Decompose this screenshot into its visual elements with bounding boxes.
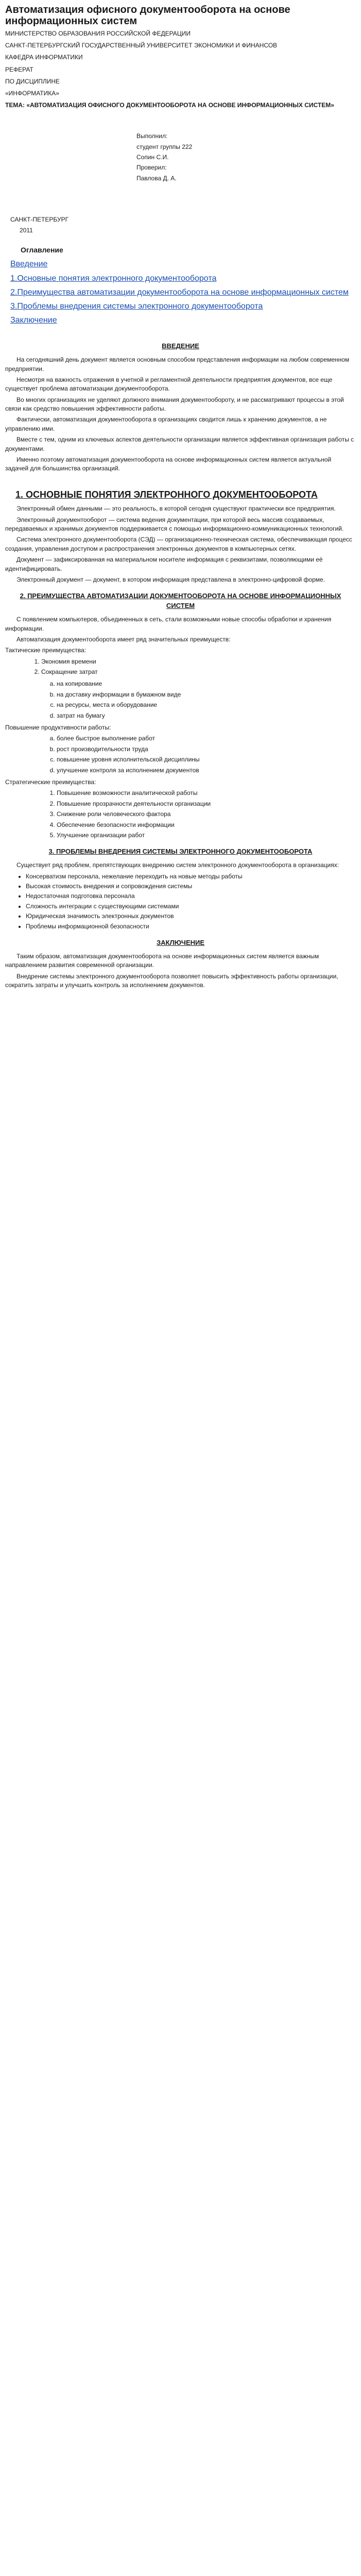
signature-line: Сопин С.И. [136,154,169,161]
paragraph: Внедрение системы электронного документооборота позволяет повысить эффективность работы организации, сократить затраты и улучшить контроль за исполнением документов. [5,972,338,989]
section-heading: 1. ОСНОВНЫЕ ПОНЯТИЯ ЭЛЕКТРОННОГО ДОКУМЕНТООБОРОТА [15,489,318,500]
section-conclusion [5,938,356,990]
list-item: 1. Экономия времени [41,657,356,666]
tactical-list [41,657,356,677]
section-heading: 2. ПРЕИМУЩЕСТВА АВТОМАТИЗАЦИИ ДОКУМЕНТООБОРОТА НА ОСНОВЕ ИНФОРМАЦИОННЫХ СИСТЕМ [20,592,341,610]
signature-line: Павлова Д. А. [136,174,177,182]
toc-link-section-1[interactable]: 1.Основные понятия электронного документооборота [10,274,217,283]
toc-link-conclusion[interactable]: Заключение [10,316,57,325]
paragraph: Электронный документ — документ, в котором информация представлена в электронно-цифровой форме. [16,576,325,584]
list-item: 4. Обеспечение безопасности информации [57,821,356,829]
paragraph: На сегодняшний день документ является основным способом представления информации на любом современном предприятии. [5,356,350,372]
cover-line: КАФЕДРА ИНФОРМАТИКИ [5,54,83,61]
strategic-list [57,789,356,840]
cover-line: ПО ДИСЦИПЛИНЕ [5,77,60,85]
list-item: • Недостаточная подготовка персонала [26,892,356,901]
signature-line: студент группы 222 [136,143,193,150]
paragraph: Электронный обмен данными — это реальность, в которой сегодня существуют практически все предприятия. [16,505,336,513]
cost-list [57,680,356,720]
list-item: c. на ресурсы, места и оборудование [57,701,356,709]
list-item: • Юридическая значимость электронных документов [26,912,356,921]
paragraph: Электронный документооборот — система ведения документации, при которой весь массив создаваемых, передаваемых и хранимых документов поддерживается с помощью информационно-коммуникационных технологий. [5,516,344,533]
section-heading: ЗАКЛЮЧЕНИЕ [156,938,205,946]
list-item: • Проблемы информационной безопасности [26,922,356,931]
list-item: b. рост производительности труда [57,745,356,754]
toc-title: Оглавление [21,246,63,255]
list-item: d. улучшение контроля за исполнением документов [57,766,356,775]
signature-line: Выполнил: [136,132,168,140]
cover-line: САНКТ-ПЕТЕРБУРГСКИЙ ГОСУДАРСТВЕННЫЙ УНИВЕРСИТЕТ ЭКОНОМИКИ И ФИНАНСОВ [5,42,278,49]
list-item: d. затрат на бумагу [57,711,356,720]
list-item: 3. Снижение роли человеческого фактора [57,810,356,819]
cover-page [5,29,356,235]
list-title: Тактические преимущества: [5,647,87,654]
list-item: 5. Улучшение организации работ [57,831,356,840]
list-item: • Высокая стоимость внедрения и сопровождения системы [26,882,356,891]
page-title: Автоматизация офисного документооборота на основе информационных систем [5,4,290,27]
paragraph: Именно поэтому автоматизация документооборота на основе информационных систем является актуальной задачей для большинства организаций. [5,456,332,472]
benefits-list [57,734,356,775]
section-heading: ВВЕДЕНИЕ [162,342,199,350]
list-item: a. на копирование [57,680,356,688]
list-item: 2. Повышение прозрачности деятельности организации [57,800,356,808]
list-item: a. более быстрое выполнение работ [57,734,356,743]
paragraph: Документ — зафиксированная на материальном носителе информация с реквизитами, позволяющими её идентифицировать. [5,556,323,572]
section-2 [5,591,356,840]
toc-link-section-2[interactable]: 2.Преимущества автоматизации документооборота на основе информационных систем [10,287,349,297]
cover-line: «ИНФОРМАТИКА» [5,89,59,97]
paragraph: Фактически, автоматизация документооборота в организациях сводится лишь к хранению документов, а не управлению ими. [5,416,327,432]
section-heading: 3. ПРОБЛЕМЫ ВНЕДРЕНИЯ СИСТЕМЫ ЭЛЕКТРОННОГО ДОКУМЕНТООБОРОТА [48,848,313,856]
year: 2011 [20,226,33,234]
section-1 [5,489,356,585]
cover-topic: ТЕМА: «АВТОМАТИЗАЦИЯ ОФИСНОГО ДОКУМЕНТООБОРОТА НА ОСНОВЕ ИНФОРМАЦИОННЫХ СИСТЕМ» [5,101,334,109]
list-title: Повышение продуктивности работы: [5,724,111,732]
city: САНКТ-ПЕТЕРБУРГ [10,216,69,224]
paragraph: Таким образом, автоматизация документооборота на основе информационных систем является важным направлением развития современной организации. [5,952,319,969]
list-item: 2. Сокращение затрат [41,668,356,676]
section-intro [5,342,356,473]
list-item: 1. Повышение возможности аналитической работы [57,789,356,798]
problems-list [26,872,356,931]
list-title: Стратегические преимущества: [5,778,96,786]
list-item: b. на доставку информации в бумажном виде [57,690,356,699]
paragraph: Система электронного документооборота (СЭД) — организационно-техническая система, обеспечивающая процесс создания, управления доступом и распространения электронных документов в компьютерных сетях. [5,536,352,552]
list-item: • Сложность интеграции с существующими системами [26,902,356,911]
toc-link-intro[interactable]: Введение [10,260,48,269]
paragraph: Вместе с тем, одним из ключевых аспектов деятельности организации является эффективная организация работы с документами. [5,436,354,452]
list-item: • Консерватизм персонала, нежелание переходить на новые методы работы [26,872,356,881]
paragraph: Существует ряд проблем, препятствующих внедрению систем электронного документооборота в организациях: [16,861,339,869]
cover-line: РЕФЕРАТ [5,65,33,73]
cover-line: МИНИСТЕРСТВО ОБРАЗОВАНИЯ РОССИЙСКОЙ ФЕДЕРАЦИИ [5,30,191,37]
signature-line: Проверил: [136,164,167,172]
paragraph: С появлением компьютеров, объединенных в сеть, стали возможными новые способы обработки и хранения информации. [5,616,332,632]
section-3 [5,847,356,931]
table-of-contents [10,245,356,326]
document-body [0,29,361,990]
list-item: c. повышение уровня исполнительской дисциплины [57,755,356,764]
signature-block [136,131,356,183]
toc-link-section-3[interactable]: 3.Проблемы внедрения системы электронного документооборота [10,301,263,311]
paragraph: Автоматизация документооборота имеет ряд значительных преимуществ: [16,635,231,643]
paragraph: Несмотря на важность отражения в учетной и регламентной деятельности предприятия документов, все еще существует проблема автоматизации документооборота. [5,376,333,393]
paragraph: Во многих организациях не уделяют должного внимания документообороту, и не рассматривают процессы в этой связи как средство повышения эффективности работы. [5,396,344,413]
city-year [10,214,356,235]
